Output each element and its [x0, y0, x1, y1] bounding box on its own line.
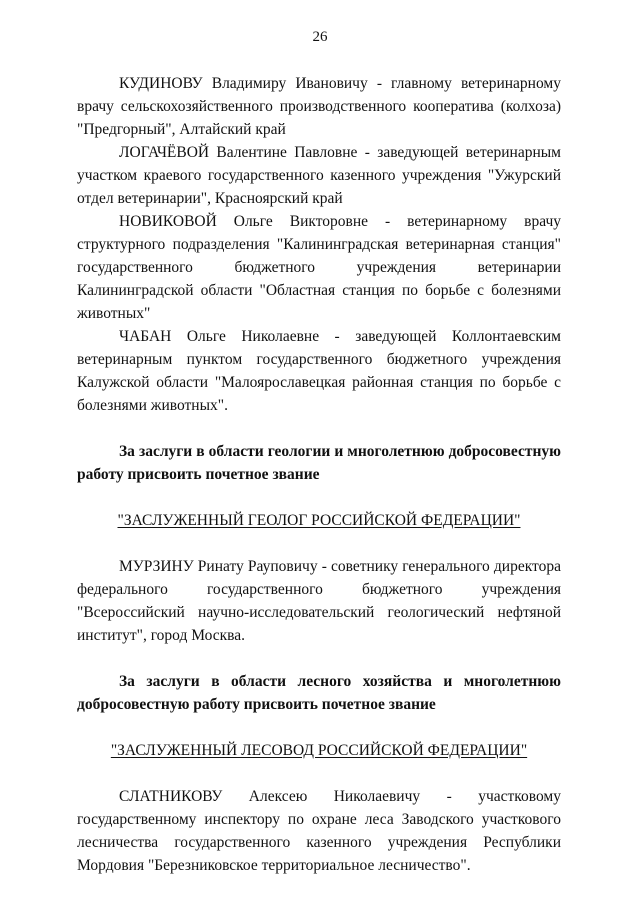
geology-title: "ЗАСЛУЖЕННЫЙ ГЕОЛОГ РОССИЙСКОЙ ФЕДЕРАЦИИ" — [117, 512, 521, 529]
award-entry-slatnikov: СЛАТНИКОВУ Алексею Николаевичу - участковому государственному инспектору по охране леса Заводского участкового лесничества государственного казенного учреждения Республики Мордовия "Березниковское территориальное лесничество". — [77, 788, 561, 874]
award-entry-kudinov: КУДИНОВУ Владимиру Ивановичу - главному ветеринарному врачу сельскохозяйственного производственного кооператива (колхоза) "Предгорный", Алтайский край — [77, 75, 561, 138]
award-entry-murzin: МУРЗИНУ Ринату Рауповичу - советнику генерального директора федерального государственного бюджетного учреждения "Всероссийский научно-исследовательский геологический нефтяной институт", город Москва. — [77, 558, 561, 644]
award-entry-logacheva: ЛОГАЧЁВОЙ Валентине Павловне - заведующей ветеринарным участком краевого государственного казенного учреждения "Ужурский отдел ветеринарии", Красноярский край — [77, 144, 561, 207]
geology-intro: За заслуги в области геологии и многолетнюю добросовестную работу присвоить почетное звание — [77, 443, 561, 483]
award-entry-novikova: НОВИКОВОЙ Ольге Викторовне - ветеринарному врачу структурного подразделения "Калининградская ветеринарная станция" государственного бюджетного учреждения ветеринарии Калининградской области "Областная станция по борьбе с болезнями животных" — [77, 213, 561, 322]
award-entry-chaban: ЧАБАН Ольге Николаевне - заведующей Коллонтаевским ветеринарным пунктом государственного бюджетного учреждения Калужской области "Малоярославецкая районная станция по борьбе с болезнями животных". — [77, 328, 561, 414]
page-number: 26 — [312, 29, 328, 45]
forestry-intro: За заслуги в области лесного хозяйства и многолетнюю добросовестную работу присвоить почетное звание — [77, 673, 561, 713]
geology-title-wrap — [77, 509, 561, 532]
forestry-title: "ЗАСЛУЖЕННЫЙ ЛЕСОВОД РОССИЙСКОЙ ФЕДЕРАЦИИ" — [110, 742, 528, 759]
forestry-title-wrap — [77, 739, 561, 762]
document-body — [77, 72, 561, 877]
